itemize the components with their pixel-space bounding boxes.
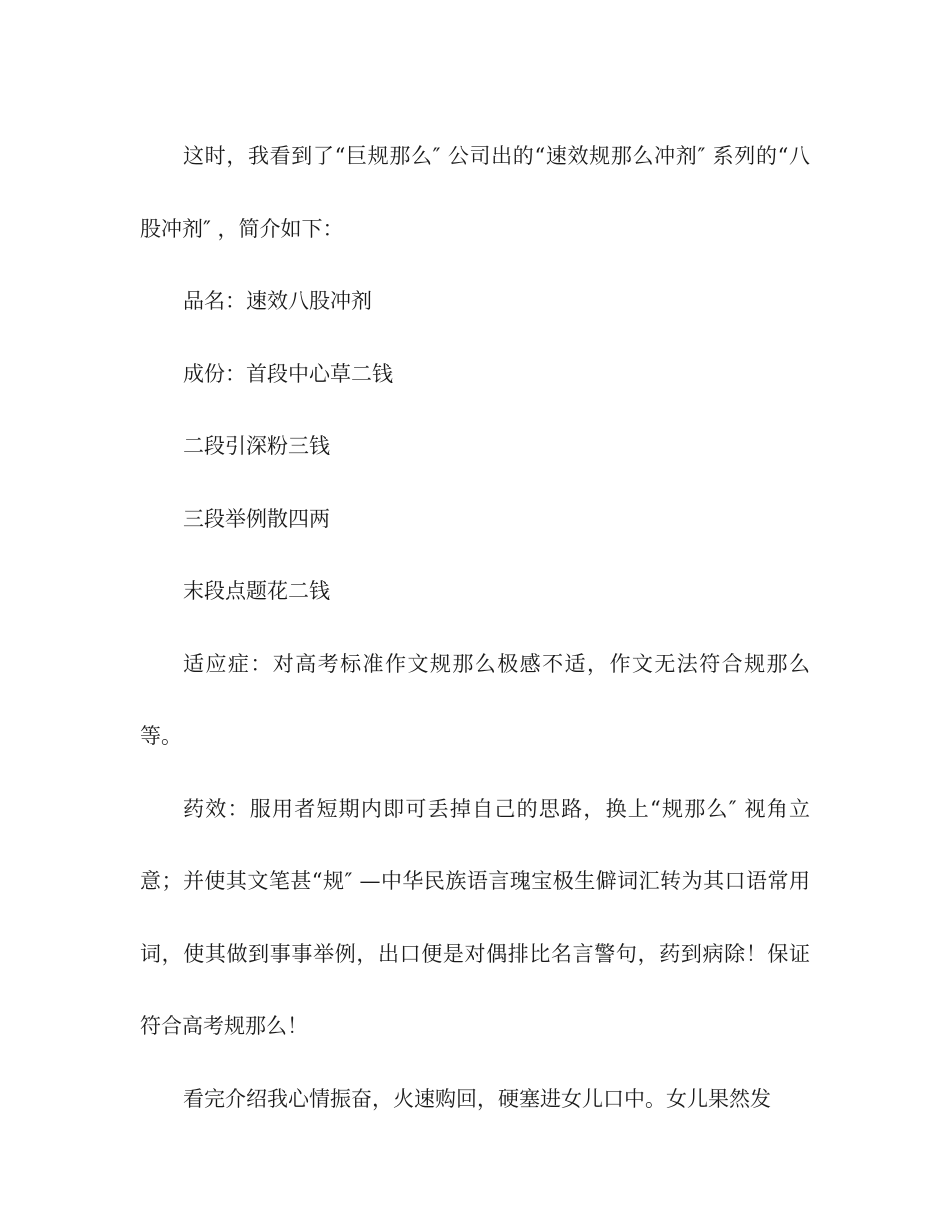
paragraph-effects: 药效：服用者短期内即可丢掉自己的思路，换上“规那么″ 视角立意；并使其文笔甚“规″ —中华民族语言瑰宝极生僻词汇转为其口语常用词，使其做到事事举例，出口便是对偶排比名言警句，药到病除！保证符合高考规那么！ <box>140 796 810 1038</box>
paragraph-ingredient-3: 三段举例散四两 <box>183 506 330 531</box>
paragraph-ingredients: 成份：首段中心草二钱 <box>183 361 393 386</box>
paragraph-product-name: 品名：速效八股冲剂 <box>183 289 372 313</box>
document-body <box>140 120 810 1135</box>
paragraph-ingredient-2: 二段引深粉三钱 <box>183 434 330 458</box>
paragraph-indications: 适应症：对高考标准作文规那么极感不适，作文无法符合规那么等。 <box>140 651 810 748</box>
paragraph-conclusion: 看完介绍我心情振奋，火速购回，硬塞进女儿口中。女儿果然发 <box>183 1086 771 1111</box>
paragraph-ingredient-4: 末段点题花二钱 <box>183 579 330 603</box>
paragraph-intro: 这时，我看到了“巨规那么″ 公司出的“速效规那么冲剂″ 系列的“八股冲剂″ ，简介如下： <box>140 144 810 241</box>
